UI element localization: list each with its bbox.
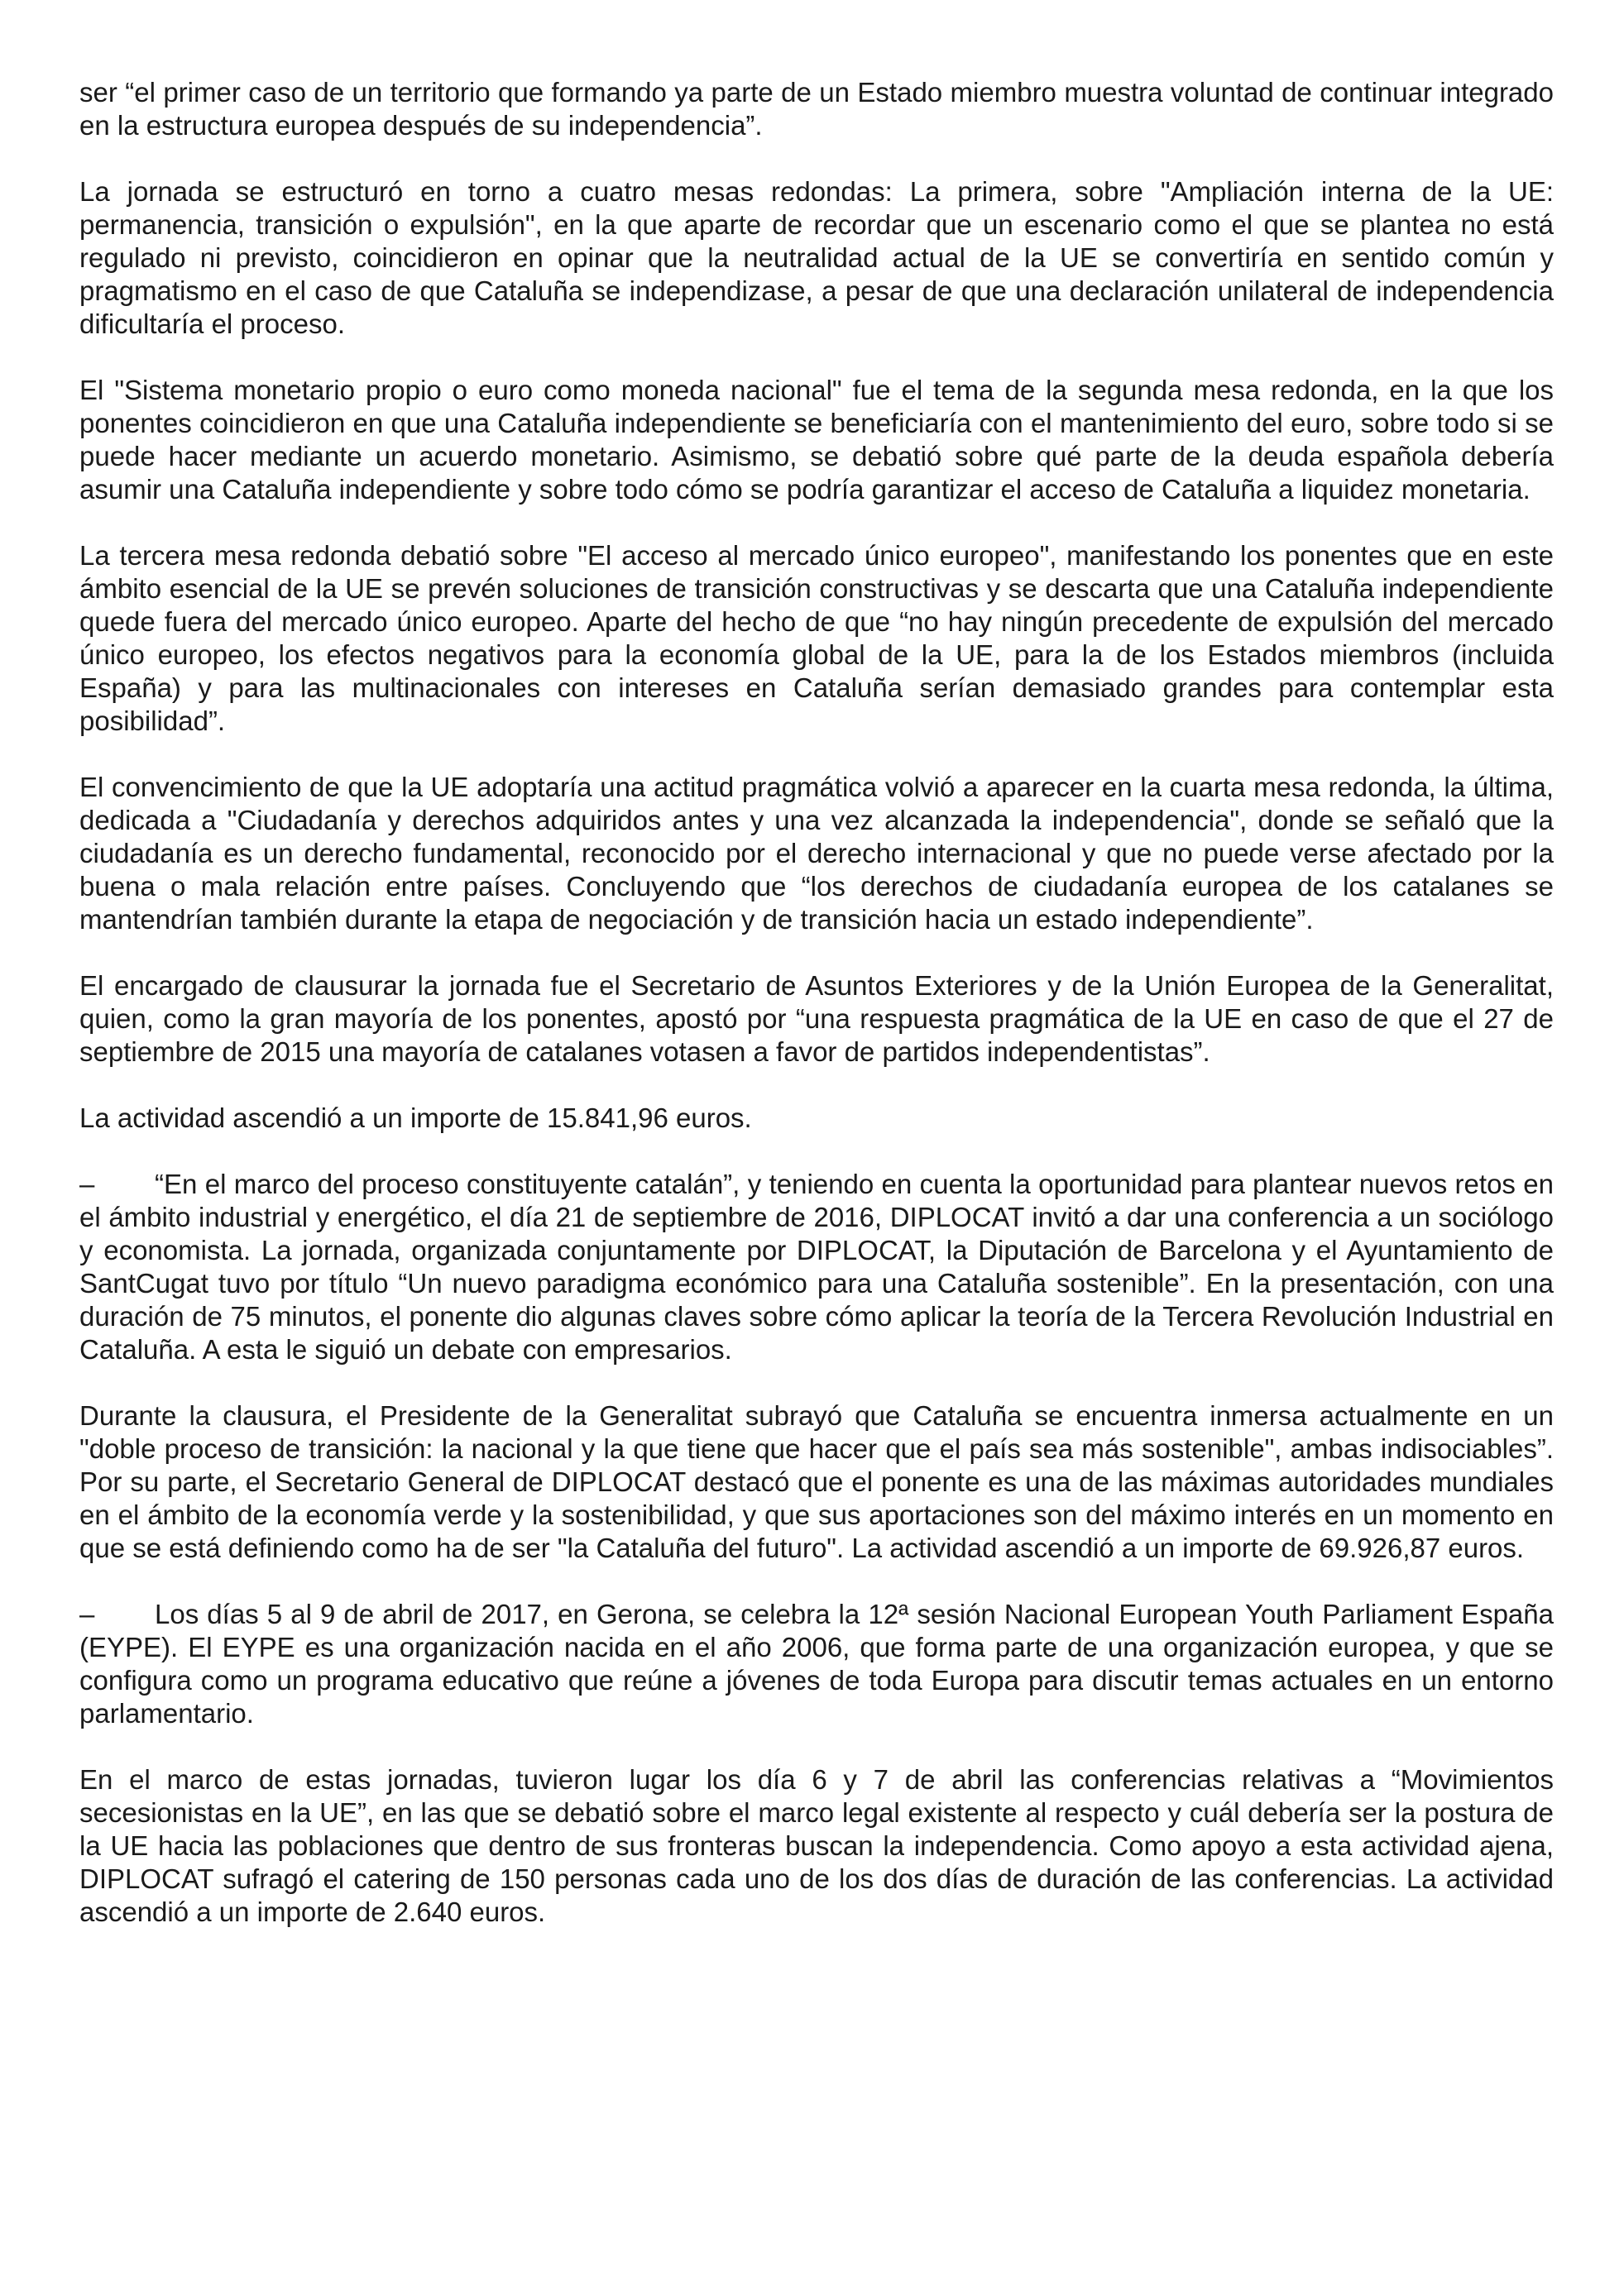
paragraph-closing-ceremony: El encargado de clausurar la jornada fue el Secretario de Asuntos Exteriores y de la Unión Europea de la Generalitat, quien, como la gran mayoría de los ponentes, apostó por “una respuesta pragmática de la UE en caso de que el 27 de septiembre de 2015 una mayoría de catalanes votasen a favor de partidos independentistas”. <box>79 970 1554 1067</box>
paragraph-secessionist-movements: En el marco de estas jornadas, tuvieron lugar los día 6 y 7 de abril las conferencias relativas a “Movimientos secesionistas en la UE”, en las que se debatió sobre el marco legal existente al respecto y cuál debería ser la postura de la UE hacia las poblaciones que dentro de sus fronteras buscan la independencia. Como apoyo a esta actividad ajena, DIPLOCAT sufragó el catering de 150 personas cada uno de los dos días de duración de las conferencias. La actividad ascendió a un importe de 2.640 euros. <box>79 1764 1554 1927</box>
paragraph-independence-quote: ser “el primer caso de un territorio que formando ya parte de un Estado miembro muestra voluntad de continuar integrado en la estructura europea después de su independencia”. <box>79 77 1554 141</box>
document-page <box>79 76 1554 1929</box>
paragraph-closing-president: Durante la clausura, el Presidente de la Generalitat subrayó que Cataluña se encuentra inmersa actualmente en un "doble proceso de transición: la nacional y la que tiene que hacer que el país sea más sostenible", ambas indisociables”. Por su parte, el Secretario General de DIPLOCAT destacó que el ponente es una de las máximas autoridades mundiales en el ámbito de la economía verde y la sostenibilidad, y que sus aportaciones son del máximo interés en un momento en que se está definiendo como ha de ser "la Cataluña del futuro". La actividad ascendió a un importe de 69.926,87 euros. <box>79 1400 1554 1563</box>
bullet-item-eype <box>79 1598 1554 1730</box>
paragraph-citizenship: El convencimiento de que la UE adoptaría una actitud pragmática volvió a aparecer en la cuarta mesa redonda, la última, dedicada a "Ciudadanía y derechos adquiridos antes y una vez alcanzada la independencia", donde se señaló que la ciudadanía es un derecho fundamental, reconocido por el derecho internacional y que no puede verse afectado por la buena o mala relación entre países. Concluyendo que “los derechos de ciudadanía europea de los catalanes se mantendrían también durante la etapa de negociación y de transición hacia un estado independiente”. <box>79 772 1554 935</box>
paragraph-monetary-system: El "Sistema monetario propio o euro como moneda nacional" fue el tema de la segunda mesa redonda, en la que los ponentes coincidieron en que una Cataluña independiente se beneficiaría con el mantenimiento del euro, sobre todo si se puede hacer mediante un acuerdo monetario. Asimismo, se debatió sobre qué parte de la deuda española debería asumir una Cataluña independiente y sobre todo cómo se podría garantizar el acceso de Cataluña a liquidez monetaria. <box>79 375 1554 505</box>
paragraph-single-market: La tercera mesa redonda debatió sobre "El acceso al mercado único europeo", manifestando los ponentes que en este ámbito esencial de la UE se prevén soluciones de transición constructivas y se descarta que una Cataluña independiente quede fuera del mercado único europeo. Aparte del hecho de que “no hay ningún precedente de expulsión del mercado único europeo, los efectos negativos para la economía global de la UE, para la de los Estados miembros (incluida España) y para las multinacionales con intereses en Cataluña serían demasiado grandes para contemplar esta posibilidad”. <box>79 540 1554 736</box>
bullet-marker: – <box>79 1599 95 1629</box>
bullet-text: Los días 5 al 9 de abril de 2017, en Gerona, se celebra la 12ª sesión Nacional European Youth Parliament España (EYPE). El EYPE es una organización nacida en el año 2006, que forma parte de una organización europea, y que se configura como un programa educativo que reúne a jóvenes de toda Europa para discutir temas actuales en un entorno parlamentario. <box>79 1599 1554 1729</box>
bullet-text: “En el marco del proceso constituyente catalán”, y teniendo en cuenta la oportunidad para plantear nuevos retos en el ámbito industrial y energético, el día 21 de septiembre de 2016, DIPLOCAT invitó a dar una conferencia a un sociólogo y economista. La jornada, organizada conjuntamente por DIPLOCAT, la Diputación de Barcelona y el Ayuntamiento de SantCugat tuvo por título “Un nuevo paradigma económico para una Cataluña sostenible”. En la presentación, con una duración de 75 minutos, el ponente dio algunas claves sobre cómo aplicar la teoría de la Tercera Revolución Industrial en Cataluña. A esta le siguió un debate con empresarios. <box>79 1169 1554 1365</box>
bullet-item-conference <box>79 1168 1554 1366</box>
paragraph-cost-1: La actividad ascendió a un importe de 15.841,96 euros. <box>79 1103 752 1133</box>
bullet-marker: – <box>79 1169 95 1199</box>
paragraph-round-tables-intro: La jornada se estructuró en torno a cuatro mesas redondas: La primera, sobre "Ampliación interna de la UE: permanencia, transición o expulsión", en la que aparte de recordar que un escenario como el que se plantea no está regulado ni previsto, coincidieron en opinar que la neutralidad actual de la UE se convertiría en sentido común y pragmatismo en el caso de que Cataluña se independizase, a pesar de que una declaración unilateral de independencia dificultaría el proceso. <box>79 176 1554 339</box>
